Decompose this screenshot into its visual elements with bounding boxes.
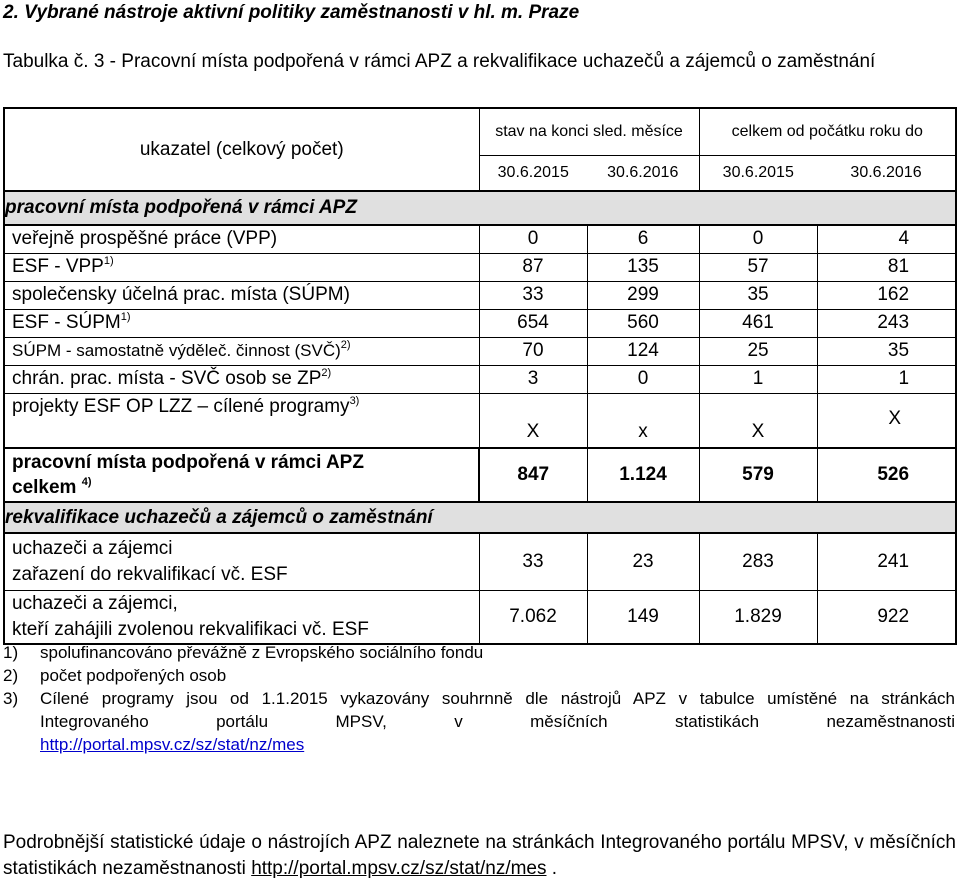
footnotes (3, 641, 955, 756)
table-row (4, 281, 956, 309)
table-row (4, 393, 956, 448)
footnote-number: 1) (3, 643, 19, 662)
footnote (3, 664, 955, 687)
cell-value: 0 (699, 225, 817, 253)
cell-value: 654 (479, 309, 587, 337)
date-header: 30.6.2015 (699, 155, 817, 191)
total-value: 579 (699, 448, 817, 502)
cell-value: 922 (817, 590, 956, 644)
date-header: 30.6.2016 (587, 155, 699, 191)
table-row (4, 309, 956, 337)
section-apz: pracovní místa podpořená v rámci APZ (4, 191, 956, 225)
row-label-2: zařazení do rekvalifikací vč. ESF (12, 563, 288, 585)
table-row (4, 337, 956, 365)
cell-value: 283 (699, 533, 817, 590)
section-rekvalifikace: rekvalifikace uchazečů a zájemců o zaměstnání (4, 502, 956, 533)
footnote-text: spolufinancováno převážně z Evropského sociálního fondu (40, 643, 484, 662)
row-label: SÚPM - samostatně výděleč. činnost (SVČ) (12, 341, 341, 360)
footnote-number: 2) (3, 666, 19, 685)
table-row (4, 225, 956, 253)
cell-value: x (587, 393, 699, 448)
table-caption: Tabulka č. 3 - Pracovní místa podpořená v rámci APZ a rekvalifikace uchazečů a zájemců o zaměstnání (3, 51, 876, 72)
row-footnote: 1) (120, 311, 131, 323)
cell-value: 241 (817, 533, 956, 590)
table-row (4, 590, 956, 644)
row-label: uchazeči a zájemci, (12, 592, 178, 614)
table-row (4, 533, 956, 590)
footnote-text: Cílené programy jsou od 1.1.2015 vykazovány souhrnně dle nástrojů APZ v tabulce umístěné na stránkách Integrovaného portálu MPSV, v měsíčních statistikách nezaměstnanosti (40, 689, 955, 731)
cell-value: 0 (479, 225, 587, 253)
total-value: 1.124 (587, 448, 699, 502)
total-value: 847 (479, 448, 587, 502)
cell-value: 560 (587, 309, 699, 337)
row-label: chrán. prac. místa - SVČ osob se ZP (12, 368, 322, 389)
row-label: uchazeči a zájemci (12, 537, 173, 559)
bottom-end: . (551, 858, 558, 879)
cell-value: 81 (817, 253, 956, 281)
total-footnote: 4) (81, 476, 92, 488)
bottom-text: Podrobnější statistické údaje o nástrojích APZ naleznete na stránkách Integrovaného portálu MPSV, v měsíčních statistikách nezaměstnanosti (3, 832, 956, 879)
table-row (4, 253, 956, 281)
cell-value: 1.829 (699, 590, 817, 644)
cell-value: X (699, 393, 817, 448)
cell-value: X (479, 393, 587, 448)
cell-value: 7.062 (479, 590, 587, 644)
cell-value: 135 (587, 253, 699, 281)
row-label: společensky účelná prac. místa (SÚPM) (12, 284, 350, 305)
mpsv-link-bottom[interactable]: http://portal.mpsv.cz/sz/stat/nz/mes (251, 858, 547, 879)
cell-value: 162 (817, 281, 956, 309)
row-footnote: 2) (321, 367, 332, 379)
cell-value: 87 (479, 253, 587, 281)
total-label-2: celkem (12, 477, 77, 498)
cell-value: 33 (479, 281, 587, 309)
cell-value: 0 (587, 365, 699, 393)
group1-header: stav na konci sled. měsíce (479, 108, 699, 155)
row-footnote: 2) (340, 339, 351, 351)
row-footnote: 3) (349, 394, 360, 407)
row-label: projekty ESF OP LZZ – cílené programy (12, 395, 350, 417)
footnote-text: počet podpořených osob (40, 666, 227, 685)
cell-value: 3 (479, 365, 587, 393)
bottom-paragraph (3, 830, 956, 882)
row-footnote: 1) (103, 255, 114, 267)
total-row (4, 448, 956, 502)
section-heading: 2. Vybrané nástroje aktivní politiky zaměstnanosti v hl. m. Praze (3, 2, 580, 23)
indicator-header: ukazatel (celkový počet) (4, 108, 479, 191)
row-label: ESF - SÚPM (12, 312, 121, 333)
cell-value: 25 (699, 337, 817, 365)
cell-value: 124 (587, 337, 699, 365)
cell-value: 243 (817, 309, 956, 337)
total-value: 526 (817, 448, 956, 502)
date-header: 30.6.2016 (817, 155, 956, 191)
total-label: pracovní místa podpořená v rámci APZ (12, 452, 364, 473)
cell-value: 23 (587, 533, 699, 590)
cell-value: 299 (587, 281, 699, 309)
cell-value: 35 (699, 281, 817, 309)
row-label-2: kteří zahájili zvolenou rekvalifikaci vč. ESF (12, 618, 369, 640)
mpsv-link[interactable]: http://portal.mpsv.cz/sz/stat/nz/mes (40, 735, 305, 754)
row-label: veřejně prospěšné práce (VPP) (12, 228, 278, 250)
cell-value: 149 (587, 590, 699, 644)
table-row (4, 365, 956, 393)
cell-value: 70 (479, 337, 587, 365)
cell-value: X (817, 393, 956, 448)
footnote-number: 3) (3, 689, 19, 708)
group2-header: celkem od počátku roku do (699, 108, 956, 155)
cell-value: 1 (817, 365, 956, 393)
cell-value: 461 (699, 309, 817, 337)
cell-value: 35 (817, 337, 956, 365)
apz-table (3, 107, 957, 645)
footnote (3, 641, 955, 664)
date-header: 30.6.2015 (479, 155, 587, 191)
cell-value: 1 (699, 365, 817, 393)
cell-value: 33 (479, 533, 587, 590)
cell-value: 57 (699, 253, 817, 281)
row-label: ESF - VPP (12, 256, 104, 277)
cell-value: 4 (817, 225, 956, 253)
cell-value: 6 (587, 225, 699, 253)
footnote (3, 687, 955, 756)
